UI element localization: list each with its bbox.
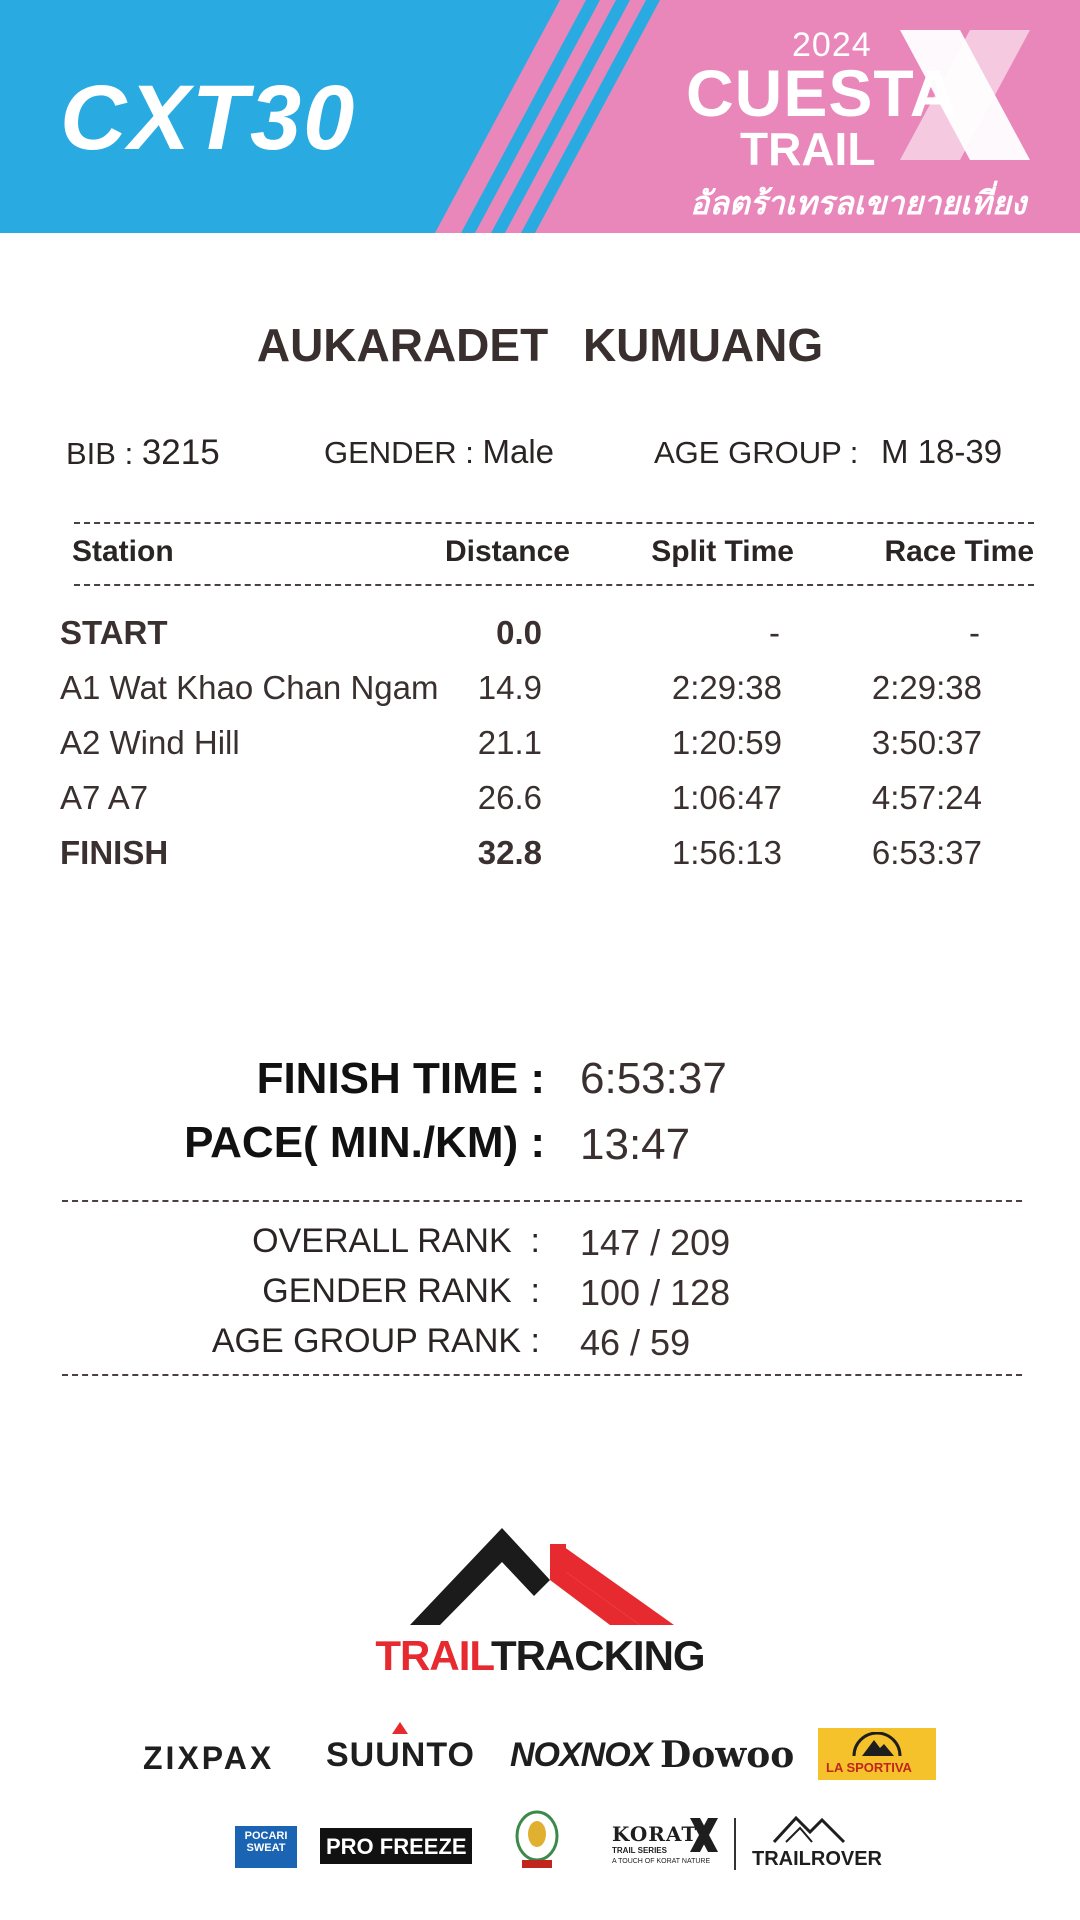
sponsor-dowoo-logo: Dowoo xyxy=(660,1734,795,1776)
bib-value: 3215 xyxy=(141,433,220,472)
runner-name: AUKARADET KUMUANG xyxy=(256,319,824,371)
sponsor-lasportiva-badge xyxy=(818,1728,936,1780)
event-year: 2024 xyxy=(792,26,872,64)
col-header-split-time: Split Time xyxy=(651,535,794,568)
brand-part-trail: TRAIL xyxy=(375,1632,491,1679)
pocari-wordmark: POCARI SWEAT xyxy=(244,1830,288,1854)
sponsor-korat-logo: KORAT xyxy=(612,1822,698,1846)
pace-value: 13:47 xyxy=(580,1120,691,1169)
trailtracking-mountain-icon xyxy=(400,1520,690,1630)
col-header-distance: Distance xyxy=(444,535,570,568)
sponsor-noxnox-logo: NOXNOX xyxy=(510,1736,652,1774)
suunto-triangle-icon xyxy=(392,1722,408,1734)
table-row xyxy=(0,779,1080,834)
province-emblem-icon xyxy=(512,1806,562,1870)
gender-rank-label: GENDER RANK : xyxy=(262,1272,540,1310)
age-group-rank-label: AGE GROUP RANK : xyxy=(211,1322,540,1360)
event-subtitle: TRAIL xyxy=(740,123,876,175)
header-banner xyxy=(0,0,1080,233)
station-name: START xyxy=(60,614,168,651)
gender-info xyxy=(324,433,554,471)
trailrover-mountain-icon xyxy=(772,1812,846,1846)
event-name: CUESTA xyxy=(686,56,959,130)
split-time: - xyxy=(769,614,780,651)
station-distance: 32.8 xyxy=(477,834,542,871)
race-time: 6:53:37 xyxy=(871,834,982,871)
table-row xyxy=(0,669,1080,724)
sponsor-trailrover-logo: TRAILROVER xyxy=(752,1848,882,1870)
split-time: 1:56:13 xyxy=(671,834,782,871)
station-name: A7 A7 xyxy=(60,779,149,816)
sponsor-zixpax-logo: ZIXPAX xyxy=(143,1740,275,1776)
race-time: 2:29:38 xyxy=(871,669,982,706)
age-group-value: M 18-39 xyxy=(881,433,1003,470)
age-group-rank-value: 46 / 59 xyxy=(580,1322,691,1363)
split-time: 2:29:38 xyxy=(671,669,782,706)
lasportiva-wordmark: LA SPORTIVA xyxy=(826,1760,912,1775)
lasportiva-mountain-icon xyxy=(852,1732,902,1758)
race-logo: CXT30 xyxy=(60,67,357,169)
sponsor-profreeze-badge xyxy=(320,1828,472,1864)
overall-rank-label: OVERALL RANK : xyxy=(252,1222,540,1260)
col-header-race-time: Race Time xyxy=(884,535,1034,568)
profreeze-wordmark: PRO FREEZE xyxy=(326,1834,467,1859)
sponsor-separator xyxy=(734,1818,736,1870)
bib-label: BIB : xyxy=(66,436,134,471)
divider xyxy=(62,1200,1022,1202)
gender-value: Male xyxy=(482,433,555,470)
event-thai-name: อัลตร้าเทรลเขายายเที่ยง xyxy=(690,185,1027,221)
sponsor-pocari-badge xyxy=(235,1826,297,1868)
korat-x-icon xyxy=(688,1816,720,1854)
col-header-station: Station xyxy=(72,535,174,568)
race-time: - xyxy=(969,614,980,651)
age-group-info xyxy=(654,433,1002,471)
table-row xyxy=(0,724,1080,779)
korat-tagline: A TOUCH OF KORAT NATURE xyxy=(612,1858,711,1865)
pace-label: PACE( MIN./KM) : xyxy=(184,1118,545,1167)
station-distance: 26.6 xyxy=(477,779,542,816)
table-row xyxy=(0,834,1080,889)
station-name: A2 Wind Hill xyxy=(60,724,240,761)
station-distance: 21.1 xyxy=(477,724,542,761)
station-distance: 0.0 xyxy=(496,614,542,651)
age-group-label: AGE GROUP : xyxy=(654,435,859,470)
station-name: FINISH xyxy=(60,834,169,871)
gender-label: GENDER : xyxy=(324,435,474,470)
korat-subtitle: TRAIL SERIES xyxy=(612,1846,667,1855)
divider xyxy=(62,1374,1022,1376)
table-row xyxy=(0,614,1080,669)
trailtracking-wordmark xyxy=(0,1632,1080,1680)
station-distance: 14.9 xyxy=(477,669,542,706)
finish-time-label: FINISH TIME : xyxy=(256,1054,545,1103)
race-time: 3:50:37 xyxy=(871,724,982,761)
gender-rank-value: 100 / 128 xyxy=(580,1272,731,1313)
race-time: 4:57:24 xyxy=(871,779,982,816)
split-time: 1:06:47 xyxy=(671,779,782,816)
finish-time-value: 6:53:37 xyxy=(580,1054,727,1103)
divider xyxy=(74,584,1034,586)
overall-rank-value: 147 / 209 xyxy=(580,1222,731,1263)
sponsor-suunto-logo: SUUNTO xyxy=(326,1736,475,1774)
split-time: 1:20:59 xyxy=(671,724,782,761)
station-name: A1 Wat Khao Chan Ngam xyxy=(60,669,439,706)
bib-info xyxy=(66,433,220,473)
divider xyxy=(74,522,1034,524)
brand-part-tracking: TRACKING xyxy=(490,1632,705,1679)
